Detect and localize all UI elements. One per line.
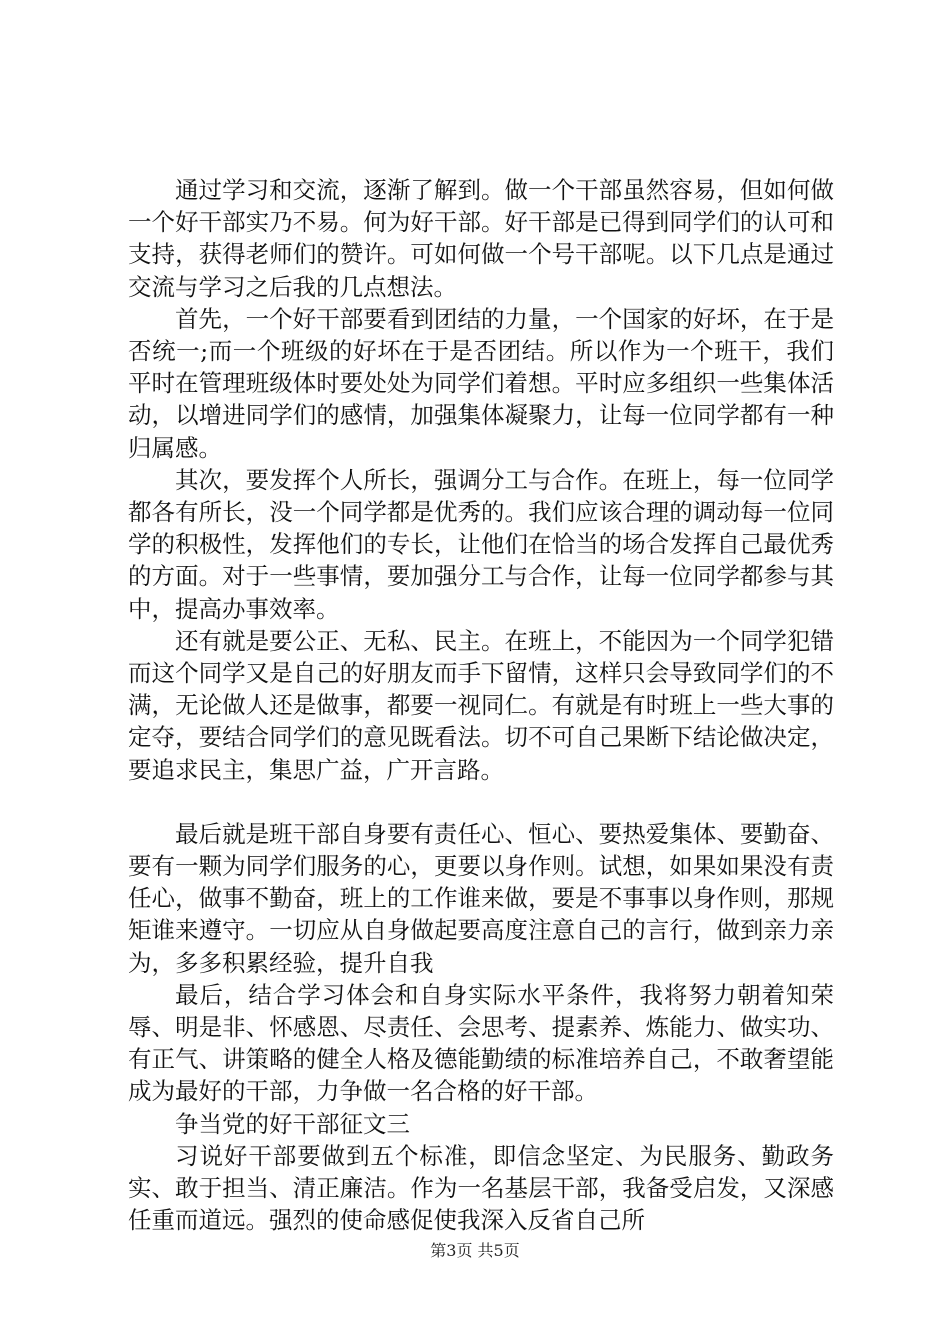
- document-body: [128, 174, 834, 1237]
- paragraph-intro: 通过学习和交流，逐渐了解到。做一个干部虽然容易，但如何做一个好干部实乃不易。何为好干部。好干部是已得到同学们的认可和支持，获得老师们的赞许。可如何做一个号干部呢。以下几点是通过交流与学习之后我的几点想法。: [128, 176, 834, 301]
- section-heading: 争当党的好干部征文三: [175, 1109, 410, 1138]
- paragraph-cooperation: 其次，要发挥个人所长，强调分工与合作。在班上，每一位同学都各有所长，没一个同学都是优秀的。我们应该合理的调动每一位同学的积极性，发挥他们的专长，让他们在恰当的场合发挥自己最优秀的方面。对于一些事情，要加强分工与合作，让每一位同学都参与其中，提高办事效率。: [128, 465, 834, 623]
- paragraph-responsibility: 最后就是班干部自身要有责任心、恒心、要热爱集体、要勤奋、要有一颗为同学们服务的心，更要以身作则。试想，如果如果没有责任心，做事不勤奋，班上的工作谁来做，要是不事事以身作则，那规矩谁来遵守。一切应从自身做起要高度注意自己的言行，做到亲力亲为，多多积累经验，提升自我: [128, 819, 834, 977]
- paragraph-spacer: [128, 786, 834, 818]
- paragraph-unity: 首先，一个好干部要看到团结的力量，一个国家的好坏，在于是否统一;而一个班级的好坏在于是否团结。所以作为一个班干，我们平时在管理班级体时要处处为同学们着想。平时应多组织一些集体活动，以增进同学们的感情，加强集体凝聚力，让每一位同学都有一种归属感。: [128, 304, 834, 462]
- paragraph-fairness: 还有就是要公正、无私、民主。在班上，不能因为一个同学犯错而这个同学又是自己的好朋友而手下留情，这样只会导致同学们的不满，无论做人还是做事，都要一视同仁。有就是有时班上一些大事的定夺，要结合同学们的意见既看法。切不可自己果断下结论做决定，要追求民主，集思广益，广开言路。: [128, 626, 834, 784]
- paragraph-five-standards: 习说好干部要做到五个标准，即信念坚定、为民服务、勤政务实、敢于担当、清正廉洁。作为一名基层干部，我备受启发，又深感任重而道远。强烈的使命感促使我深入反省自己所: [128, 1141, 834, 1235]
- page-footer: 第3页 共5页: [430, 1241, 520, 1260]
- paragraph-conclusion: 最后，结合学习体会和自身实际水平条件，我将努力朝着知荣辱、明是非、怀感恩、尽责任、会思考、提素养、炼能力、做实功、有正气、讲策略的健全人格及德能勤绩的标准培养自己，不敢奢望能成为最好的干部，力争做一名合格的好干部。: [128, 980, 834, 1106]
